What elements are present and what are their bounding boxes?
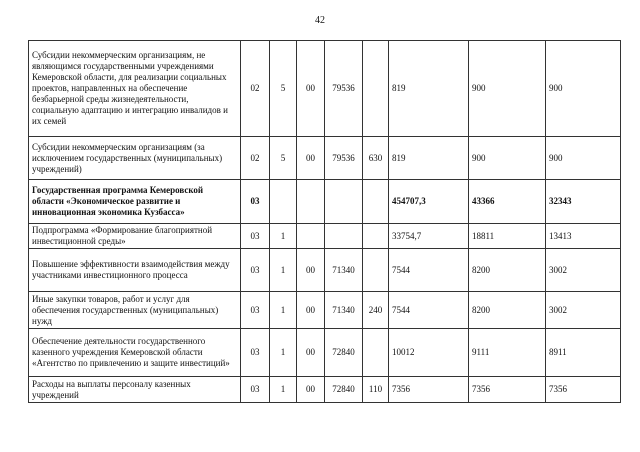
expense-code-cell: 71340 bbox=[325, 249, 363, 292]
expense-type-cell bbox=[363, 224, 389, 249]
direction-code-cell: 00 bbox=[297, 377, 325, 403]
expense-code-cell: 72840 bbox=[325, 377, 363, 403]
table-row bbox=[29, 249, 621, 292]
program-code-cell: 02 bbox=[241, 41, 270, 137]
table-row bbox=[29, 329, 621, 377]
expense-code-cell bbox=[325, 224, 363, 249]
subprogram-code-cell bbox=[270, 180, 297, 224]
subprogram-code-cell: 1 bbox=[270, 329, 297, 377]
expense-type-cell bbox=[363, 180, 389, 224]
program-code-cell: 03 bbox=[241, 292, 270, 329]
table-row bbox=[29, 180, 621, 224]
subprogram-code-cell: 5 bbox=[270, 41, 297, 137]
direction-code-cell: 00 bbox=[297, 329, 325, 377]
amount-year3-cell: 3002 bbox=[546, 249, 621, 292]
expense-type-cell: 630 bbox=[363, 137, 389, 180]
amount-year1-cell: 7544 bbox=[389, 249, 469, 292]
program-code-cell: 03 bbox=[241, 224, 270, 249]
amount-year2-cell: 900 bbox=[469, 41, 546, 137]
row-name-cell: Расходы на выплаты персоналу казенных учреждений bbox=[29, 377, 241, 403]
amount-year1-cell: 819 bbox=[389, 137, 469, 180]
program-code-cell: 03 bbox=[241, 180, 270, 224]
amount-year1-cell: 7356 bbox=[389, 377, 469, 403]
expense-code-cell: 71340 bbox=[325, 292, 363, 329]
row-name-cell: Подпрограмма «Формирование благоприятной инвестиционной среды» bbox=[29, 224, 241, 249]
program-code-cell: 03 bbox=[241, 329, 270, 377]
amount-year1-cell: 10012 bbox=[389, 329, 469, 377]
program-code-cell: 02 bbox=[241, 137, 270, 180]
budget-table-body bbox=[29, 41, 621, 403]
direction-code-cell: 00 bbox=[297, 41, 325, 137]
expense-code-cell: 79536 bbox=[325, 137, 363, 180]
page-number: 42 bbox=[315, 15, 325, 26]
direction-code-cell: 00 bbox=[297, 249, 325, 292]
subprogram-code-cell: 1 bbox=[270, 377, 297, 403]
amount-year3-cell: 13413 bbox=[546, 224, 621, 249]
amount-year3-cell: 900 bbox=[546, 137, 621, 180]
subprogram-code-cell: 1 bbox=[270, 249, 297, 292]
row-name-cell: Обеспечение деятельности государственного казенного учреждения Кемеровской области «Агентство по привлечению и защите инвестиций» bbox=[29, 329, 241, 377]
amount-year2-cell: 9111 bbox=[469, 329, 546, 377]
amount-year1-cell: 819 bbox=[389, 41, 469, 137]
amount-year3-cell: 900 bbox=[546, 41, 621, 137]
row-name-cell: Повышение эффективности взаимодействия между участниками инвестиционного процесса bbox=[29, 249, 241, 292]
row-name-cell: Субсидии некоммерческим организациям (за исключением государственных (муниципальных) учреждений) bbox=[29, 137, 241, 180]
direction-code-cell bbox=[297, 180, 325, 224]
expense-type-cell bbox=[363, 329, 389, 377]
amount-year1-cell: 7544 bbox=[389, 292, 469, 329]
subprogram-code-cell: 5 bbox=[270, 137, 297, 180]
amount-year2-cell: 7356 bbox=[469, 377, 546, 403]
amount-year2-cell: 8200 bbox=[469, 249, 546, 292]
expense-type-cell: 110 bbox=[363, 377, 389, 403]
direction-code-cell: 00 bbox=[297, 292, 325, 329]
expense-code-cell: 79536 bbox=[325, 41, 363, 137]
program-code-cell: 03 bbox=[241, 249, 270, 292]
amount-year1-cell: 454707,3 bbox=[389, 180, 469, 224]
table-row bbox=[29, 41, 621, 137]
amount-year3-cell: 32343 bbox=[546, 180, 621, 224]
table-row bbox=[29, 137, 621, 180]
table-row bbox=[29, 377, 621, 403]
direction-code-cell: 00 bbox=[297, 137, 325, 180]
expense-code-cell bbox=[325, 180, 363, 224]
amount-year3-cell: 7356 bbox=[546, 377, 621, 403]
subprogram-code-cell: 1 bbox=[270, 224, 297, 249]
table-row bbox=[29, 292, 621, 329]
amount-year2-cell: 8200 bbox=[469, 292, 546, 329]
amount-year2-cell: 900 bbox=[469, 137, 546, 180]
direction-code-cell bbox=[297, 224, 325, 249]
expense-type-cell: 240 bbox=[363, 292, 389, 329]
table-row bbox=[29, 224, 621, 249]
expense-type-cell bbox=[363, 249, 389, 292]
row-name-cell: Иные закупки товаров, работ и услуг для обеспечения государственных (муниципальных) нужд bbox=[29, 292, 241, 329]
row-name-cell: Государственная программа Кемеровской области «Экономическое развитие и инновационная экономика Кузбасса» bbox=[29, 180, 241, 224]
subprogram-code-cell: 1 bbox=[270, 292, 297, 329]
program-code-cell: 03 bbox=[241, 377, 270, 403]
amount-year2-cell: 18811 bbox=[469, 224, 546, 249]
amount-year1-cell: 33754,7 bbox=[389, 224, 469, 249]
expense-type-cell bbox=[363, 41, 389, 137]
amount-year3-cell: 3002 bbox=[546, 292, 621, 329]
expense-code-cell: 72840 bbox=[325, 329, 363, 377]
amount-year2-cell: 43366 bbox=[469, 180, 546, 224]
row-name-cell: Субсидии некоммерческим организациям, не являющимся государственными учреждениями Кемеровской области, для реализации социальных проектов, направленных на обеспечение безбарьерной среды жизнедеятельности, социальную адаптацию и интеграцию инвалидов и их семей bbox=[29, 41, 241, 137]
budget-table bbox=[28, 40, 621, 403]
amount-year3-cell: 8911 bbox=[546, 329, 621, 377]
